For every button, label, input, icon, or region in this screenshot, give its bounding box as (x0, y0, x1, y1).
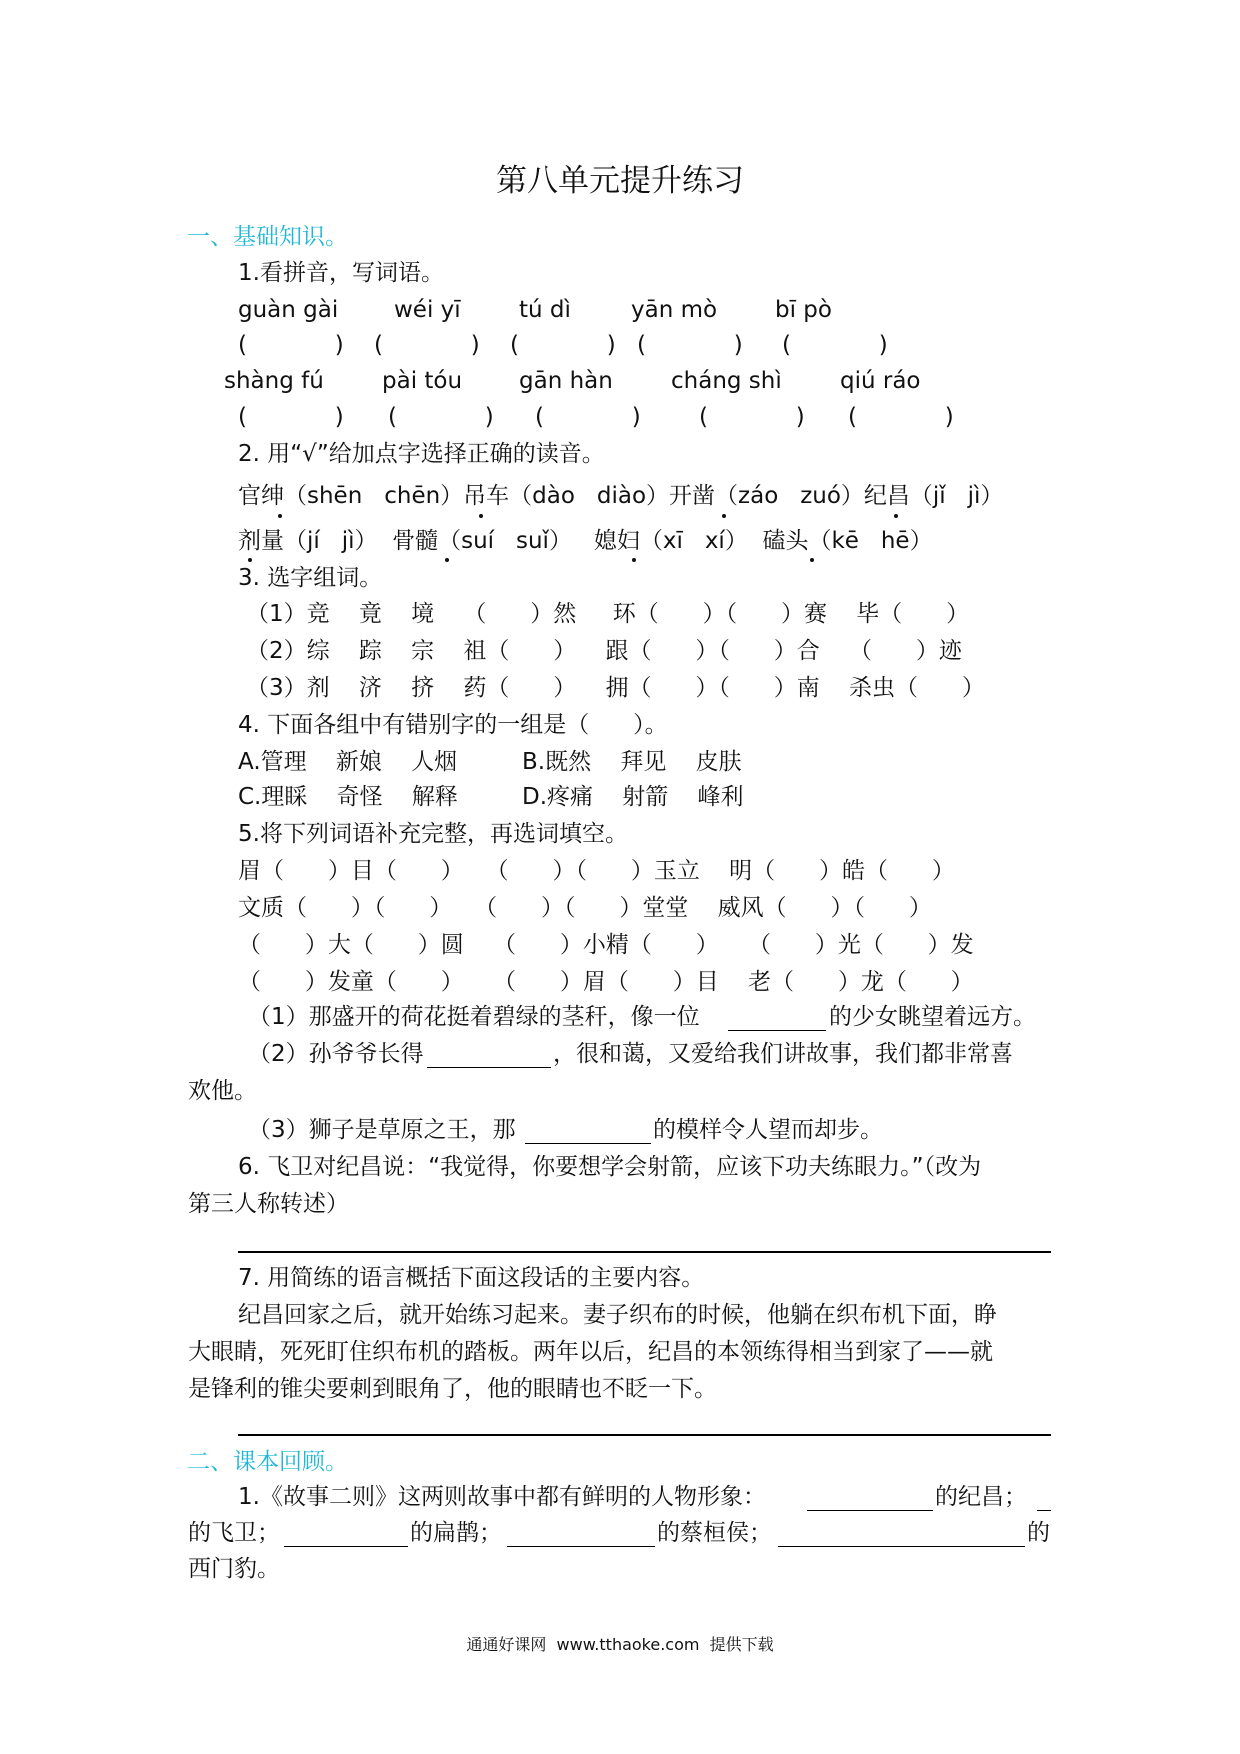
pinyin-item: tú dì (519, 297, 571, 323)
q6-line-1: 6. 飞卫对纪昌说：“我觉得，你要想学会射箭，应该下功夫练眼力。”（改为 (238, 1154, 982, 1180)
q5-prompt: 5.将下列词语补充完整，再选词填空。 (238, 821, 628, 847)
blank-line[interactable] (525, 1143, 651, 1144)
q4-option-b[interactable]: B.既然 拜见 皮肤 (522, 749, 742, 775)
pinyin-item: bī pò (775, 297, 832, 323)
q7-passage-3: 是锋利的锥尖要刺到眼角了，他的眼睛也不眨一下。 (188, 1376, 717, 1402)
q5-sentence-2c: 欢他。 (188, 1078, 257, 1104)
q3-line: （2）综 踪 宗 祖（ ） 跟（ ）（ ）合 （ ）迹 (246, 638, 962, 664)
q5-line: （ ）大（ ）圆 （ ）小精（ ） （ ）光（ ）发 (238, 932, 974, 958)
review-1e: 的蔡桓侯； (657, 1520, 772, 1546)
answer-parens[interactable]: ( ) (848, 404, 954, 430)
q5-line: 文质（ ）（ ） （ ）（ ）堂堂 威风（ ）（ ） (238, 895, 932, 921)
answer-line-q6[interactable] (238, 1251, 1051, 1253)
answer-parens[interactable]: ( ) (637, 332, 743, 358)
pinyin-item: cháng shì (671, 368, 782, 394)
pinyin-item: wéi yī (394, 297, 461, 323)
footer-credit: 通通好课网 www.tthaoke.com 提供下载 (466, 1635, 774, 1654)
q7-passage-2: 大眼睛，死死盯住织布机的踏板。两年以后，纪昌的本领练得相当到家了——就 (188, 1339, 993, 1365)
q2-prompt: 2. 用“√”给加点字选择正确的读音。 (238, 441, 605, 467)
answer-parens[interactable]: ( ) (782, 332, 888, 358)
answer-parens[interactable]: ( ) (374, 332, 480, 358)
page-title: 第八单元提升练习 (496, 163, 744, 199)
emphasis-dot (248, 558, 252, 562)
q2-line-1: 官绅（shēn chēn）吊车（dào diào）开凿（záo zuó）纪昌（jǐ jì） (238, 483, 1004, 509)
q5-sentence-2b: ，很和蔼，又爱给我们讲故事，我们都非常喜 (553, 1041, 1013, 1067)
pinyin-item: shàng fú (224, 368, 324, 394)
review-1a: 1.《故事二则》这两则故事中都有鲜明的人物形象： (238, 1484, 766, 1510)
review-1f: 的 (1027, 1520, 1050, 1546)
blank-line[interactable] (427, 1067, 551, 1068)
pinyin-item: yān mò (631, 297, 718, 323)
review-1b: 的纪昌； (935, 1484, 1027, 1510)
q3-line: （1）竞 竟 境 （ ）然 环（ ）（ ）赛 毕（ ） (246, 601, 970, 627)
q5-line: （ ）发童（ ） （ ）眉（ ）目 老（ ）龙（ ） (238, 969, 974, 995)
q3-prompt: 3. 选字组词。 (238, 565, 383, 591)
q2-line-2: 剂量（jí jì） 骨髓（suí suǐ） 媳妇（xī xí） 磕头（kē hē） (238, 528, 933, 554)
pinyin-item: pài tóu (382, 368, 463, 394)
q6-line-2: 第三人称转述） (188, 1191, 349, 1217)
q5-sentence-3a: （3）狮子是草原之王，那 (248, 1117, 516, 1143)
section-heading-basics: 一、基础知识。 (187, 224, 348, 250)
pinyin-item: guàn gài (238, 297, 339, 323)
review-1d: 的扁鹊； (410, 1520, 502, 1546)
q5-line: 眉（ ）目（ ） （ ）（ ）玉立 明（ ）皓（ ） (238, 858, 955, 884)
blank-line[interactable] (284, 1546, 408, 1547)
blank-line[interactable] (807, 1510, 933, 1511)
answer-line-q7[interactable] (238, 1434, 1051, 1436)
answer-parens[interactable]: ( ) (238, 332, 344, 358)
section-heading-review: 二、课本回顾。 (187, 1449, 348, 1475)
answer-parens[interactable]: ( ) (535, 404, 641, 430)
blank-line[interactable] (507, 1546, 655, 1547)
q5-sentence-3b: 的模样令人望而却步。 (653, 1117, 883, 1143)
emphasis-dot (810, 558, 814, 562)
q7-passage-1: 纪昌回家之后，就开始练习起来。妻子织布的时候，他躺在织布机下面，睁 (238, 1302, 997, 1328)
blank-line[interactable] (728, 1030, 826, 1031)
pinyin-item: qiú ráo (840, 368, 921, 394)
q3-line: （3）剂 济 挤 药（ ） 拥（ ）（ ）南 杀虫（ ） (246, 675, 985, 701)
q1-prompt: 1.看拼音，写词语。 (238, 260, 444, 286)
pinyin-item: gān hàn (519, 368, 613, 394)
answer-parens[interactable]: ( ) (388, 404, 494, 430)
emphasis-dot (722, 514, 726, 518)
emphasis-dot (278, 514, 282, 518)
answer-parens[interactable]: ( ) (699, 404, 805, 430)
review-1g: 西门豹。 (188, 1556, 280, 1582)
emphasis-dot (632, 558, 636, 562)
review-1c: 的飞卫； (188, 1520, 280, 1546)
emphasis-dot (894, 514, 898, 518)
q4-option-c[interactable]: C.理睬 奇怪 解释 (238, 784, 458, 810)
q4-prompt: 4. 下面各组中有错别字的一组是（ ）。 (238, 712, 668, 738)
q5-sentence-1a: （1）那盛开的荷花挺着碧绿的茎秆，像一位 (248, 1004, 700, 1030)
q4-option-d[interactable]: D.疼痛 射箭 峰利 (522, 784, 744, 810)
answer-parens[interactable]: ( ) (510, 332, 616, 358)
q7-prompt: 7. 用简练的语言概括下面这段话的主要内容。 (238, 1265, 705, 1291)
blank-line[interactable] (1037, 1510, 1051, 1511)
q5-sentence-1b: 的少女眺望着远方。 (829, 1004, 1036, 1030)
q5-sentence-2a: （2）孙爷爷长得 (248, 1041, 424, 1067)
q4-option-a[interactable]: A.管理 新娘 人烟 (238, 749, 458, 775)
emphasis-dot (445, 558, 449, 562)
blank-line[interactable] (778, 1546, 1025, 1547)
emphasis-dot (479, 514, 483, 518)
answer-parens[interactable]: ( ) (238, 404, 344, 430)
